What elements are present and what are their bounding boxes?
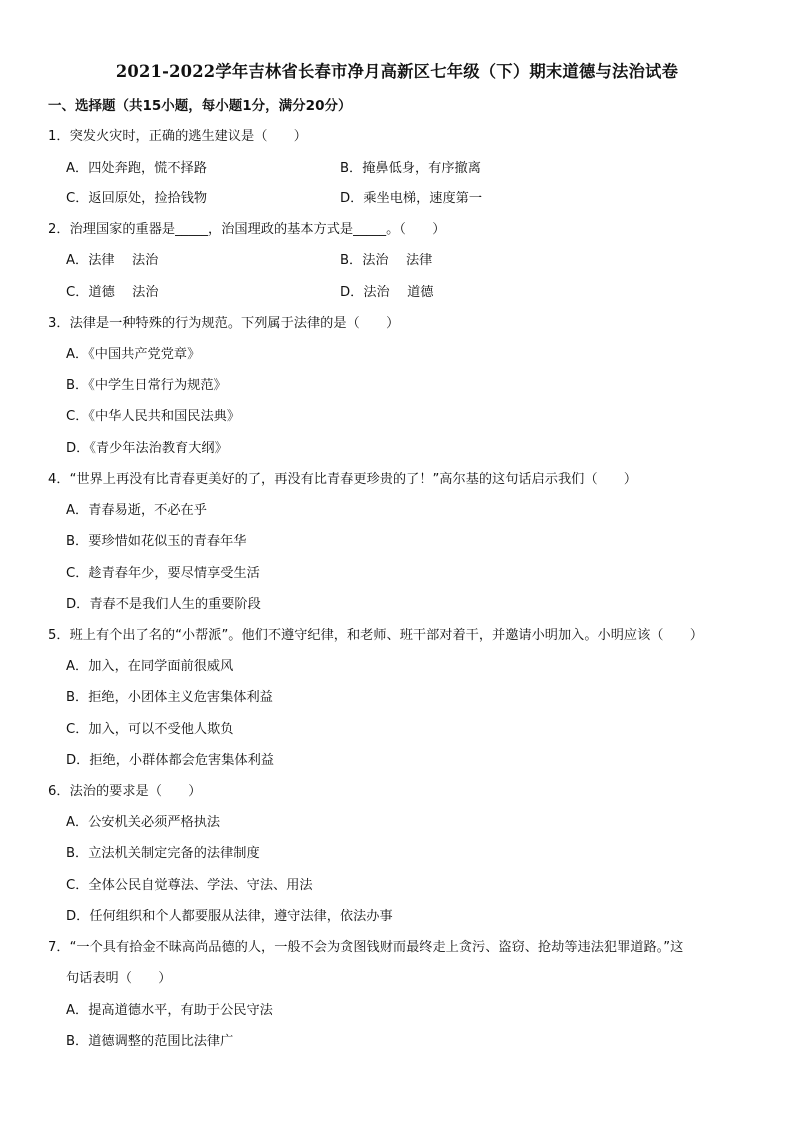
question-2-option-c: C．道德 法治 xyxy=(66,285,159,300)
question-6-option-c: C．全体公民自觉尊法、学法、守法、用法 xyxy=(66,878,313,893)
question-4-option-c: C．趁青春年少，要尽情享受生活 xyxy=(66,566,260,581)
question-1-stem: 1．突发火灾时，正确的逃生建议是（ ） xyxy=(48,129,307,144)
question-4-option-b: B．要珍惜如花似玉的青春年华 xyxy=(66,534,247,549)
exam-title: 2021-2022学年吉林省长春市净月高新区七年级（下）期末道德与法治试卷 xyxy=(115,62,679,81)
question-6-option-b: B．立法机关制定完备的法律制度 xyxy=(66,846,260,861)
question-7-option-b: B．道德调整的范围比法律广 xyxy=(66,1034,234,1049)
question-6-option-a: A．公安机关必须严格执法 xyxy=(66,815,221,830)
question-5-option-c: C．加入，可以不受他人欺负 xyxy=(66,722,234,737)
question-2-stem: 2．治理国家的重器是_____，治国理政的基本方式是_____。（ ） xyxy=(48,222,446,237)
question-6-stem: 6．法治的要求是（ ） xyxy=(48,784,202,799)
question-1-option-d: D．乘坐电梯，速度第一 xyxy=(340,191,483,206)
question-5-option-d: D．拒绝，小群体都会危害集体利益 xyxy=(66,753,274,768)
question-5-option-b: B．拒绝，小团体主义危害集体利益 xyxy=(66,690,273,705)
question-7-option-a: A．提高道德水平，有助于公民守法 xyxy=(66,1003,273,1018)
question-3-option-c: C．《中华人民共和国民法典》 xyxy=(66,409,241,424)
question-4-stem: 4．“世界上再没有比青春更美好的了，再没有比青春更珍贵的了！”高尔基的这句话启示我们（ ） xyxy=(48,472,638,487)
question-1-option-b: B．掩鼻低身，有序撤离 xyxy=(340,161,481,176)
question-2-option-b: B．法治 法律 xyxy=(340,253,433,268)
question-3-option-d: D．《青少年法治教育大纲》 xyxy=(66,441,228,456)
question-6-option-d: D．任何组织和个人都要服从法律，遵守法律，依法办事 xyxy=(66,909,393,924)
question-5-stem: 5．班上有个出了名的“小帮派”。他们不遵守纪律，和老师、班干部对着干，并邀请小明加入。小明应该（ ） xyxy=(48,628,704,643)
question-3-option-a: A．《中国共产党党章》 xyxy=(66,347,201,362)
question-1-option-a: A．四处奔跑，慌不择路 xyxy=(66,161,207,176)
question-4-option-d: D．青春不是我们人生的重要阶段 xyxy=(66,597,261,612)
question-3-stem: 3．法律是一种特殊的行为规范。下列属于法律的是（ ） xyxy=(48,316,400,331)
question-5-option-a: A．加入，在同学面前很威风 xyxy=(66,659,234,674)
question-7-stem-continued: 句话表明（ ） xyxy=(66,971,172,986)
question-2-option-d: D．法治 道德 xyxy=(340,285,434,300)
question-4-option-a: A．青春易逝，不必在乎 xyxy=(66,503,207,518)
question-7-stem: 7．“一个具有拾金不昧高尚品德的人，一般不会为贪图钱财而最终走上贪污、盗窃、抢劫等违法犯罪道路。”这 xyxy=(48,940,684,955)
question-1-option-c: C．返回原处，捡拾钱物 xyxy=(66,191,208,206)
section-heading: 一、选择题（共15小题，每小题1分，满分20分） xyxy=(48,98,352,114)
question-3-option-b: B．《中学生日常行为规范》 xyxy=(66,378,227,393)
question-2-option-a: A．法律 法治 xyxy=(66,253,159,268)
